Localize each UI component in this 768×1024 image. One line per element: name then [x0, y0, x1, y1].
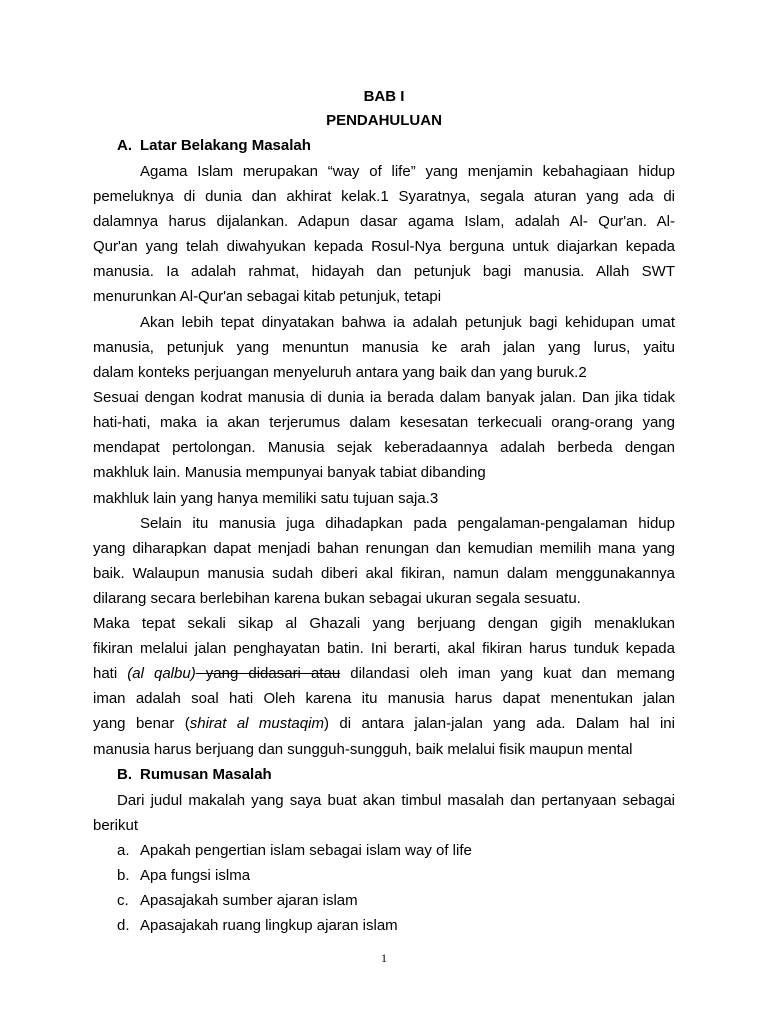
text-line: makhluk lain. Manusia mempunyai banyak tabiat dibanding	[93, 464, 486, 481]
list-item-label: c.	[117, 892, 129, 909]
text-line: dalam konteks perjuangan menyeluruh antara yang baik dan yang buruk.2	[93, 364, 587, 381]
list-item-text: Apasajakah ruang lingkup ajaran islam	[140, 917, 398, 934]
text-line: Akan lebih tepat dinyatakan bahwa ia adalah petunjuk bagi kehidupan umat	[140, 314, 675, 331]
list-item	[117, 915, 617, 937]
chapter-number: BAB I	[363, 88, 405, 105]
section-b-title: Rumusan Masalah	[140, 766, 272, 783]
chapter-title: PENDAHULUAN	[326, 112, 442, 129]
text-line: menurunkan Al-Qur'an sebagai kitab petunjuk, tetapi	[93, 288, 442, 305]
text-line: mendapat pertolongan. Manusia sejak keberadaannya adalah berbeda dengan	[93, 439, 675, 456]
text-line: makhluk lain yang hanya memiliki satu tujuan saja.3	[93, 490, 439, 507]
text-line: Agama Islam merupakan “way of life” yang menjamin kebahagiaan hidup	[140, 163, 675, 180]
text-line: Maka tepat sekali sikap al Ghazali yang berjuang dengan gigih menaklukan	[93, 615, 675, 632]
italic-term: shirat al mustaqim	[189, 715, 324, 732]
list-item	[117, 865, 617, 887]
text-line: manusia harus berjuang dan sungguh-sungguh, baik melalui fisik maupun mental	[93, 741, 633, 758]
text-line: Selain itu manusia juga dihadapkan pada pengalaman-pengalaman hidup	[140, 515, 675, 532]
text-line: dalamnya harus dijalankan. Adapun dasar agama Islam, adalah Al- Qur'an. Al-	[93, 213, 675, 230]
text-line: berikut	[93, 817, 139, 834]
text-line: Sesuai dengan kodrat manusia di dunia ia berada dalam banyak jalan. Dan jika tidak	[93, 389, 675, 406]
text-run: dilandasi oleh iman yang kuat dan memang	[340, 665, 675, 682]
list-item-text: Apa fungsi islma	[140, 867, 251, 884]
text-run: yang benar (	[93, 715, 190, 732]
section-b-heading	[117, 764, 699, 786]
text-run: hati	[93, 665, 128, 682]
text-run: ) di antara jalan-jalan yang ada. Dalam hal ini	[323, 715, 675, 732]
text-line: iman adalah soal hati Oleh karena itu manusia harus dapat menentukan jalan	[93, 690, 675, 707]
struck-text: yang didasari atau	[195, 665, 341, 682]
text-line: yang diharapkan dapat menjadi bahan renungan dan kemudian memilih mana yang	[93, 540, 675, 557]
section-a-title: Latar Belakang Masalah	[140, 137, 311, 154]
list-item	[117, 890, 617, 912]
text-line: manusia. Ia adalah rahmat, hidayah dan petunjuk bagi manusia. Allah SWT	[93, 263, 675, 280]
text-line: fikiran melalui jalan penghayatan batin. Ini berarti, akal fikiran harus tunduk kepada	[93, 640, 675, 657]
text-line: pemeluknya di dunia dan akhirat kelak.1 Syaratnya, segala aturan yang ada di	[93, 188, 675, 205]
text-line: baik. Walaupun manusia sudah diberi akal fikiran, namun dalam menggunakannya	[93, 565, 675, 582]
list-item-label: a.	[117, 842, 130, 859]
text-line: manusia, petunjuk yang menuntun manusia ke arah jalan yang lurus, yaitu	[93, 339, 675, 356]
list-item-text: Apasajakah sumber ajaran islam	[140, 892, 358, 909]
section-a-label: A.	[117, 137, 132, 154]
text-line	[93, 663, 675, 685]
text-line: Dari judul makalah yang saya buat akan timbul masalah dan pertanyaan sebagai	[117, 792, 675, 809]
list-item-text: Apakah pengertian islam sebagai islam way of life	[140, 842, 472, 859]
text-line: hati-hati, maka ia akan terjerumus dalam kesesatan terkecuali orang-orang yang	[93, 414, 675, 431]
text-line	[93, 713, 675, 735]
page-number: 1	[381, 951, 387, 965]
list-item-label: d.	[117, 917, 130, 934]
list-item	[117, 840, 617, 862]
italic-term: (al qalbu)	[127, 665, 196, 682]
section-b-label: B.	[117, 766, 132, 783]
section-a-heading	[117, 135, 699, 157]
text-line: Qur'an yang telah diwahyukan kepada Rosul-Nya berguna untuk diajarkan kepada	[93, 238, 675, 255]
list-item-label: b.	[117, 867, 130, 884]
text-line: dilarang secara berlebihan karena bukan sebagai ukuran segala sesuatu.	[93, 590, 581, 607]
